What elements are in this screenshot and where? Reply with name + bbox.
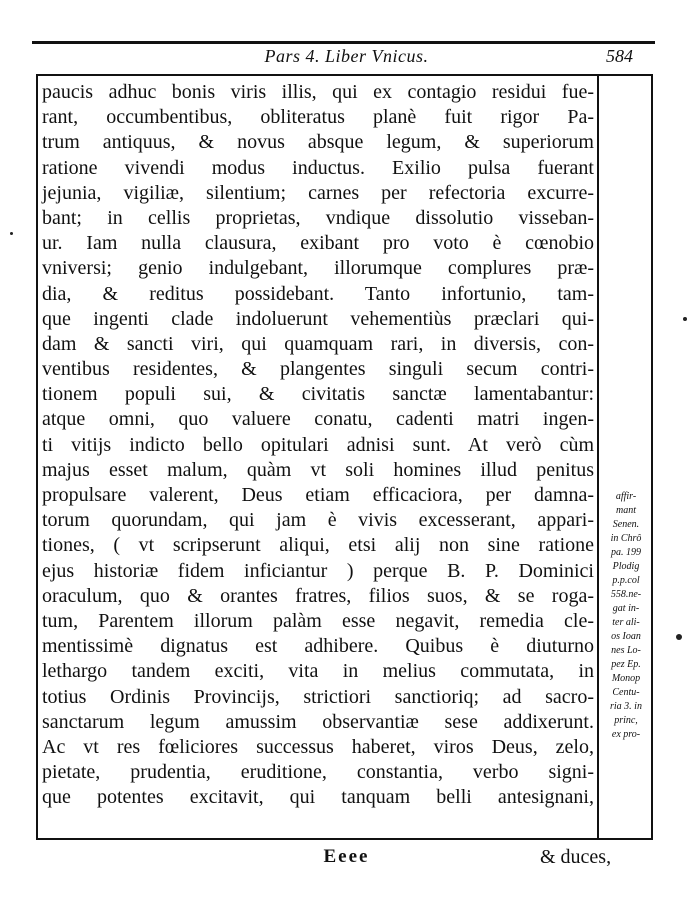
margin-note-line: Centu- [612,687,640,698]
text-line: Ac vt res fœliciores successus haberet, viros Deus, zelo, [42,735,594,758]
text-line: ur. Iam nulla clausura, exibant pro voto è cœnobio [42,232,594,255]
top-rule [32,41,655,44]
running-header: Pars 4. Liber Vnicus. [264,46,429,66]
ink-speck [676,634,682,640]
margin-note-line: os Ioan [611,631,641,642]
text-line: que ingenti clade indoluerunt vehementiùs præclari qui- [42,307,594,330]
text-line: dam & sancti viri, qui quamquam rari, in diversis, con- [42,332,594,355]
margin-note-line: ter ali- [612,617,640,628]
text-line: jejunia, vigiliæ, silentium; carnes per refectoria excurre- [42,181,594,204]
text-line: propulsare valerent, Deus etiam efficaciora, per damna- [42,484,594,506]
margin-note-line: pa. 199 [611,547,641,558]
text-line: tionem populi sui, & civitatis sanctæ lamentabantur: [42,383,594,406]
text-line: mentissimè dignatus est adhibere. Quibus è diuturno [42,635,594,658]
margin-note [601,490,651,742]
text-line: trum antiquus, & novus absque legum, & superiorum [42,131,594,154]
text-line: oraculum, quo & orantes fratres, filios suos, & se roga- [42,584,594,607]
text-line: rant, occumbentibus, obliteratus planè fuit rigor Pa- [42,106,594,129]
text-line: paucis adhuc bonis viris illis, qui ex contagio residui fue- [42,81,594,103]
text-line: ventibus residentes, & plangentes singuli secum contri- [42,358,594,381]
margin-note-line: p.p.col [612,575,640,586]
text-line: dia, & reditus possidebant. Tanto infortunio, tam- [42,282,594,305]
text-line: torum quorundam, qui jam è vivis excesserant, appari- [42,509,594,532]
text-line: ratione vivendi modus inductus. Exilio pulsa fuerant [42,156,594,179]
margin-note-line: 558.ne- [610,589,642,600]
margin-note-line: ria 3. in [610,701,642,712]
margin-note-line: gat in- [612,603,640,614]
text-line: bant; in cellis proprietas, vndique dissolutio visseban- [42,206,594,229]
margin-note-line: in Chrô [610,533,642,544]
margin-note-line: ex pro- [611,729,641,740]
bottom-rule [36,838,653,840]
margin-note-line: affir- [615,491,637,502]
signature-mark: Eeee [323,846,370,867]
frame-margin-divider [597,74,599,840]
ink-speck [10,232,13,235]
text-line: ti vitijs indicto bello opitulari adnisi sunt. At verò cùm [42,433,594,456]
text-line: lethargo tandem exciti, vita in melius commutata, in [42,660,594,683]
header-rule [36,74,652,76]
text-line: que potentes excitavit, qui tanquam belli antesignani, [42,786,594,809]
text-line: ejus historiæ fidem inficiantur ) perque B. P. Dominici [42,559,594,582]
text-line: tum, Parentem illorum palàm esse negavit, remedia cle- [42,609,594,632]
margin-note-line: nes Lo- [611,645,641,656]
margin-note-line: princ, [614,715,638,726]
margin-note-line: mant [616,505,636,516]
page-number: 584 [606,46,633,66]
frame-left-rule [36,74,38,840]
text-line: atque omni, quo valuere conatu, cadenti matri ingen- [42,408,594,431]
catchword: & duces, [540,846,612,868]
margin-note-line: pez Ep. [611,659,641,670]
body-text [42,80,594,810]
text-line: vniversi; genio indulgebant, illorumque complures præ- [42,257,594,280]
text-line: sanctarum legum amussim observantiæ sese addixerunt. [42,710,594,733]
margin-note-line: Plodig [612,561,640,572]
text-line: totius Ordinis Provincijs, strictiori sanctioriq; ad sacro- [42,685,594,708]
margin-note-line: Monop [611,673,641,684]
text-line: pietate, prudentia, eruditione, constantia, verbo signi- [42,761,594,784]
text-line: majus esset malum, quàm vt soli homines illud penitus [42,458,594,481]
ink-speck [683,317,687,321]
margin-note-line: Senen. [612,519,640,530]
frame-right-rule [651,74,653,840]
text-line: tiones, ( vt scripserunt aliqui, etsi alij non sine ratione [42,534,594,557]
